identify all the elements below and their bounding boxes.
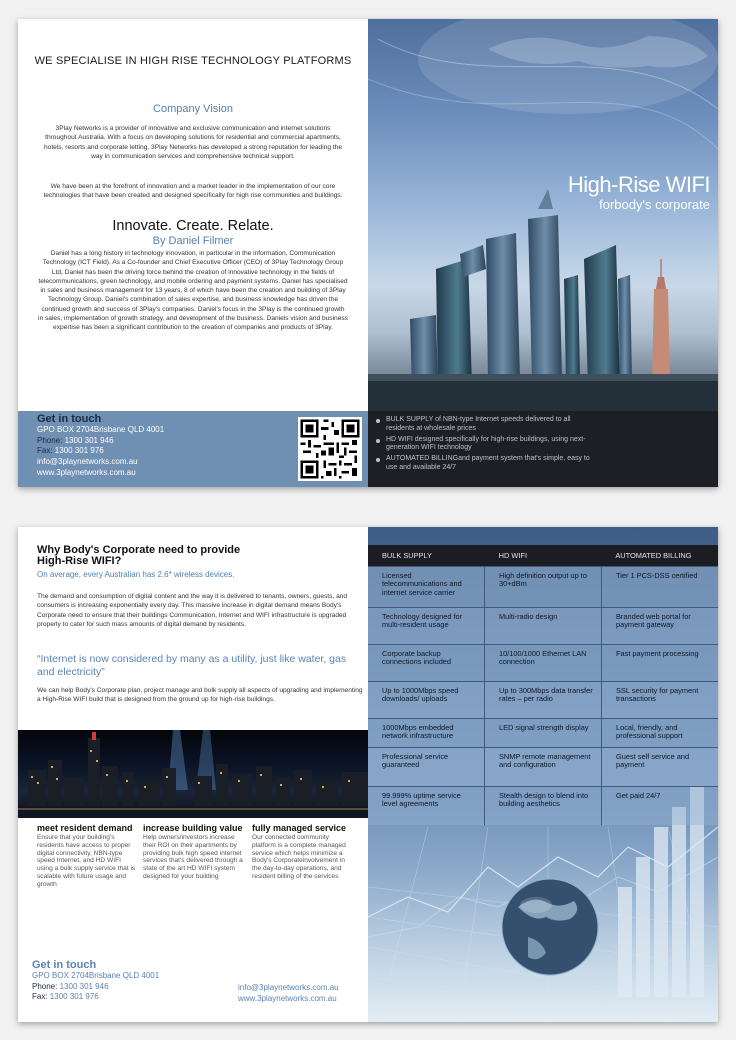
byline: By Daniel Filmer [152, 235, 234, 247]
vision-paragraph-2: We have been at the forefront of innovation and a market leader in the implementation of our core technologies that have been created and designed specifically for high rise communities and buildings. [43, 183, 343, 200]
table-cell: Professional service guaranteed [382, 752, 449, 770]
table-row [368, 566, 718, 607]
table-cell: Local, friendly, and professional support [601, 719, 718, 747]
table-cell: Multi-radio design [484, 608, 601, 644]
table-cell: LED signal strength display [484, 719, 601, 747]
page2-right-panel [368, 527, 718, 1022]
help-paragraph: We can help Body's Corporate plan, project manage and bulk supply all aspects of upgrading and implementing a High-Rise WIFI build that is designed from the ground up for high-rise buildings. [37, 687, 363, 704]
feature-bullet: AUTOMATED BILLINGand payment system that's simple, easy to use and available 24/7 [380, 455, 598, 473]
table-row [368, 644, 718, 681]
bio-paragraph: Daniel has a long history in technology innovation, in particular in the information, Communication Technology (ICT Field). As a Co-founder and Chief Executive Officer (CEO) of 3Play Technology Group Ltd, Daniel has been the driving force behind the creation of innovative technology in the fields of telecommunications, green technology, and mobile ordering and payment systems. Daniel has specialised in sales and business management for 13 years, 8 of which have been the creation and building of 3Play Technology Group. Daniel's combination of sales expertise, and business knowledge has driven the continued growth and success of 3Play's companies. Daniel's focus in the 3Play is the continued growth in sales, implementation of growth strategy, and development of the business. Daniels vision and business expertise has been a significant contribution to the creation of companies and products of 3Play. [38, 250, 348, 332]
table-cell: Licensed telecommunications and internet service carrier [382, 571, 462, 597]
benefit-column [37, 823, 137, 889]
table-cell: Branded web portal for payment gateway [601, 608, 718, 644]
pull-quote: “Internet is now considered by many as a utility, just like water, gas and electricity” [37, 653, 347, 678]
night-city-image [18, 730, 368, 818]
contact-address: GPO BOX 2704Brisbane QLD 4001 [37, 424, 165, 434]
feature-table [368, 545, 718, 825]
table-cell: Corporate backup connections included [382, 649, 452, 667]
table-row [368, 786, 718, 825]
qr-code-icon[interactable] [298, 417, 362, 481]
contact-panel [18, 411, 368, 487]
table-cell: SNMP remote management and configuration [484, 748, 601, 786]
hero-title: High-Rise WIFI [567, 172, 710, 197]
contact-address: GPO BOX 2704Brisbane QLD 4001 [32, 971, 160, 980]
table-cell: Guest self service and payment [601, 748, 718, 786]
benefit-column [143, 823, 243, 881]
contact-block [37, 414, 164, 479]
contact-phone-row [37, 436, 164, 447]
headline: WE SPECIALISE IN HIGH RISE TECHNOLOGY PLATFORMS [34, 55, 352, 67]
fax-label: Fax: [37, 446, 53, 456]
table-row [368, 718, 718, 747]
table-cell: High definition output up to 30+dBm [484, 567, 601, 607]
table-cell: Up to 1000Mbps speed downloads/ uploads [382, 686, 459, 704]
fax-value: 1300 301 976 [54, 446, 104, 456]
brochure-page-2 [18, 527, 718, 1022]
benefit-text: Ensure that your building's residents have access to proper digital connectivity, NBN-type speed Internet, and HD WIFI using a bulk supply service that is scalable with future usage and growth [37, 834, 136, 888]
page1-right-panel [368, 19, 718, 487]
page1-left-panel [18, 19, 368, 487]
table-header: AUTOMATED BILLING [615, 551, 692, 560]
table-cell: SSL security for payment transactions [601, 682, 718, 718]
contact-website[interactable]: www.3playnetworks.com.au [37, 467, 136, 477]
contact-title: Get in touch [37, 413, 102, 425]
hero-subtitle: forbody's corporate [599, 197, 710, 212]
table-row [368, 681, 718, 718]
table-header: HD WIFI [498, 551, 527, 560]
vision-title: Company Vision [153, 103, 233, 115]
table-row [368, 607, 718, 644]
question-heading: Why Body's Corporate need to provide High-Rise WIFI? [37, 544, 241, 567]
table-cell: Get paid 24/7 [601, 787, 718, 825]
fax-value: 1300 301 976 [49, 992, 99, 1001]
table-header: BULK SUPPLY [382, 551, 432, 560]
table-cell: Up to 300Mbps data transfer rates – per radio [484, 682, 601, 718]
table-header-row [368, 545, 718, 566]
phone-value: 1300 301 946 [59, 981, 109, 991]
table-cell: 99.999% uptime service level agreements [382, 791, 461, 809]
contact-website[interactable]: www.3playnetworks.com.au [238, 993, 337, 1003]
table-cell: 10/100/1000 Ethernet LAN connection [484, 645, 601, 681]
phone-label: Phone: [37, 435, 63, 445]
feature-bullets-panel [368, 411, 718, 487]
night-skyline-illustration [18, 730, 368, 818]
table-cell: Tier 1 PCS-DSS certified [601, 567, 718, 607]
feature-bullet: BULK SUPPLY of NBN-type Internet speeds delivered to all residents at wholesale prices [380, 416, 598, 434]
contact-email[interactable]: info@3playnetworks.com.au [37, 457, 138, 467]
table-row [368, 747, 718, 786]
feature-bullet-list [368, 411, 718, 473]
stat-line: On average, every Australian has 2.6* wireless devices. [37, 570, 235, 579]
page2-left-panel [18, 527, 368, 1022]
fax-label: Fax: [32, 992, 48, 1001]
table-cell: Fast payment processing [601, 645, 718, 681]
benefit-text: Our connected community platform is a complete managed service which helps minimize a Body's Corporateinvolvement in the day-to-day operations, and resident billing of the services [252, 834, 346, 880]
contact-web-block [238, 983, 339, 1004]
benefit-column [252, 823, 352, 881]
vision-paragraph-1: 3Play Networks is a provider of innovative and exclusive communication and internet solutions throughout Australia. With a focus on developing solutions for residential and commercial apartments, hotels, resorts and corporate letting, 3Play Networks has developed a strong reputation for leading the way in communication services and comprehensive technical support. [44, 125, 342, 160]
benefit-title: meet resident demand [37, 823, 133, 833]
contact-block-2 [32, 959, 362, 1003]
table-cell: Technology designed for multi-resident usage [382, 612, 463, 630]
slogan: Innovate. Create. Relate. [112, 218, 274, 234]
contact-email[interactable]: info@3playnetworks.com.au [238, 983, 339, 992]
skyline-illustration [368, 19, 718, 411]
city-skyline-image [368, 19, 718, 411]
benefit-text: Help owners/investors increase their ROI on their apartments by providing bulk high speed internet services that's delivered through a state of the art HD WIFI system designed for your building [143, 834, 243, 880]
table-cell: Stealth design to blend into building aesthetics [484, 787, 601, 825]
benefit-title: increase building value [143, 823, 243, 833]
table-cell: 1000Mbps embedded network infrastructure [382, 723, 454, 741]
phone-label: Phone: [32, 981, 58, 991]
phone-value: 1300 301 946 [64, 435, 114, 445]
intro-paragraph: The demand and consumption of digital content and the way it is delivered to tenants, owners, guests, and consumers is increasing exponentially every day. This massive increase in digital demand means Body's Corporate need to ensure that their buildings Communication, Internet and WIFI infrastructure is upgraded properly to cater for such mass amounts of digital demand by residents. [37, 593, 348, 628]
brochure-page-1 [18, 19, 718, 487]
benefit-title: fully managed service [252, 823, 347, 833]
contact-title: Get in touch [32, 959, 97, 971]
feature-bullet: HD WIFI designed specifically for high-rise buildings, using next-generation WIFI technology [380, 436, 598, 454]
contact-fax-row [37, 446, 164, 457]
